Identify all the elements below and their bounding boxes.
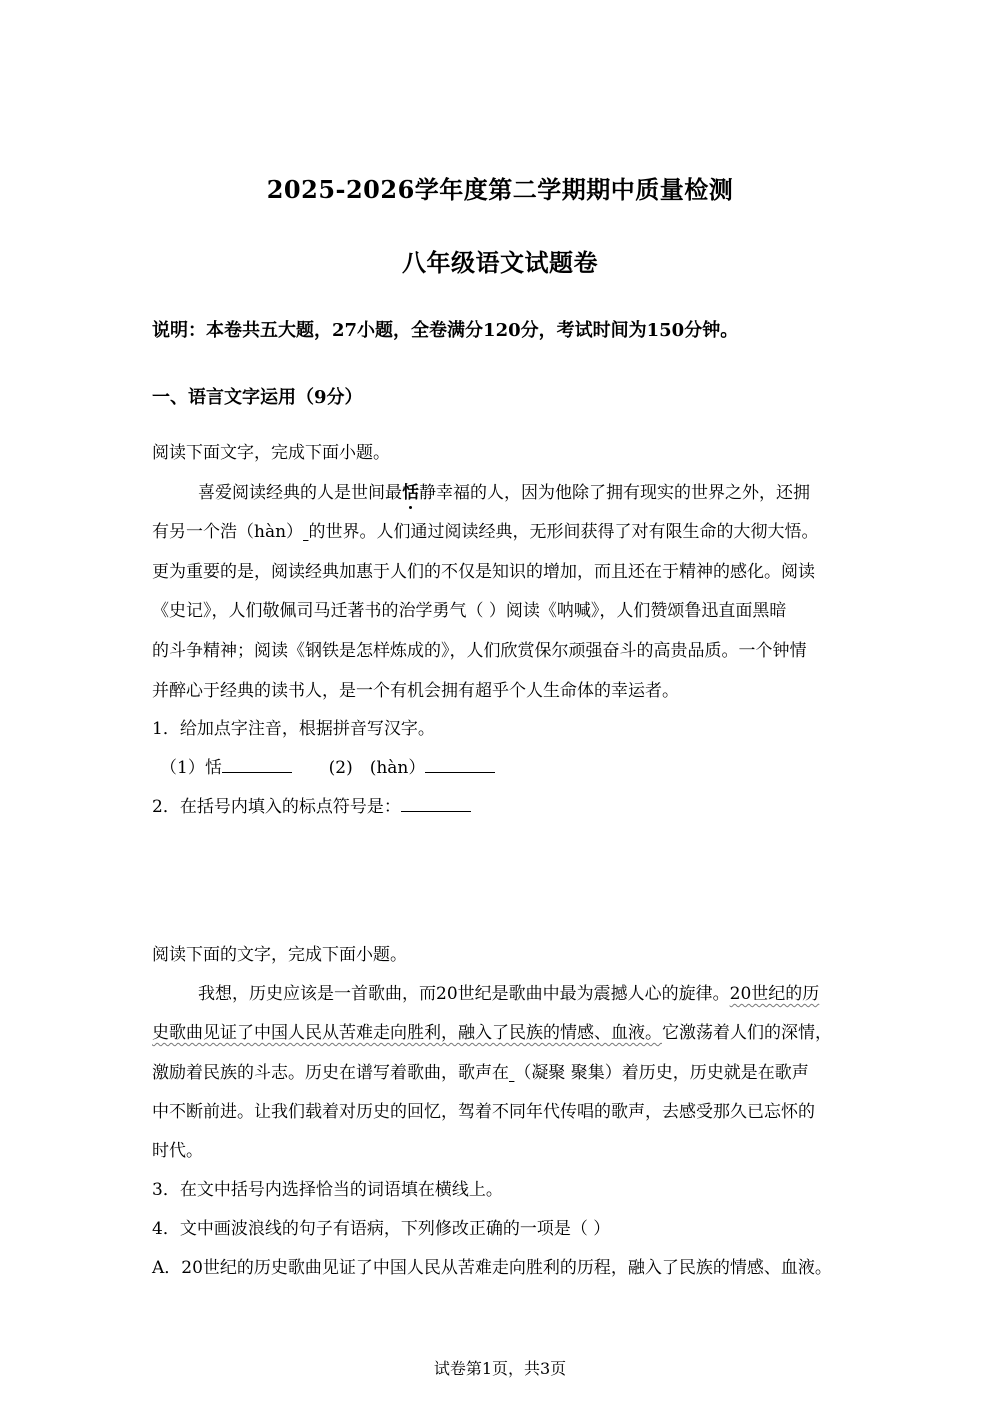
sub-question-label: （1）恬 <box>160 758 222 778</box>
passage-line: 中不断前进。让我们载着对历史的回忆，驾着不同年代传唱的歌声，去感受那久已忘怀的 <box>152 1102 815 1122</box>
text-span: 的世界。人们通过阅读经典，无形间获得了对有限生命的大彻大悟。 <box>308 522 819 542</box>
question-1: 1．给加点字注音，根据拼音写汉字。 <box>152 719 435 739</box>
text-span: 它激荡着人们的深情， <box>662 1023 832 1043</box>
page-footer: 试卷第1页，共3页 <box>433 1359 567 1378</box>
dotted-character: 恬 <box>402 483 419 503</box>
passage-line: 并醉心于经典的读书人，是一个有机会拥有超乎个人生命体的幸运者。 <box>152 681 679 701</box>
passage-line <box>152 979 898 1004</box>
passage-intro: 阅读下面文字，完成下面小题。 <box>152 443 390 463</box>
passage-line <box>152 1058 852 1083</box>
wavy-underlined-text: 史歌曲见证了中国人民从苦难走向胜利，融入了民族的情感、血液。 <box>152 1023 662 1043</box>
question-4: 4．文中画波浪线的句子有语病，下列修改正确的一项是（ ） <box>152 1219 611 1239</box>
text-span: 喜爱阅读经典的人是世间最 <box>198 483 402 503</box>
text-span: 激励着民族的斗志。历史在谱写着歌曲，歌声在 <box>152 1063 509 1083</box>
exam-instructions: 说明：本卷共五大题，27小题，全卷满分120分，考试时间为150分钟。 <box>152 320 739 341</box>
question-3: 3．在文中括号内选择恰当的词语填在横线上。 <box>152 1180 503 1200</box>
wavy-underlined-text: 20世纪的历 <box>729 984 820 1004</box>
answer-blank[interactable] <box>425 758 495 773</box>
section-heading: 一、语言文字运用（9分） <box>152 387 363 408</box>
passage-line: 更为重要的是，阅读经典加惠于人们的不仅是知识的增加，而且还在于精神的感化。阅读 <box>152 562 815 582</box>
sub-question-label: (2) (hàn） <box>328 758 426 778</box>
passage-intro: 阅读下面的文字，完成下面小题。 <box>152 945 407 965</box>
question-4-option-a[interactable]: A．20世纪的历史歌曲见证了中国人民从苦难走向胜利的历程，融入了民族的情感、血液。 <box>152 1258 832 1278</box>
question-2 <box>152 792 852 817</box>
question-text: 2．在括号内填入的标点符号是： <box>152 797 401 817</box>
exam-title: 2025-2026学年度第二学期期中质量检测 <box>266 175 734 204</box>
passage-line <box>152 1018 852 1043</box>
passage-line <box>152 517 852 542</box>
text-span: 我想，历史应该是一首歌曲，而20世纪是歌曲中最为震撼人心的旋律。 <box>198 984 730 1004</box>
question-1-subparts <box>160 753 860 778</box>
passage-line: 《史记》，人们敬佩司马迁著书的治学勇气（ ）阅读《呐喊》，人们赞颂鲁迅直面黑暗 <box>152 601 787 621</box>
exam-subtitle: 八年级语文试题卷 <box>402 248 598 277</box>
passage-line: 时代。 <box>152 1141 203 1161</box>
answer-blank[interactable] <box>222 758 292 773</box>
passage-line: 的斗争精神；阅读《钢铁是怎样炼成的》，人们欣赏保尔顽强奋斗的高贵品质。一个钟情 <box>152 641 807 661</box>
text-span: （凝聚 聚集）着历史，历史就是在歌声 <box>514 1063 809 1083</box>
text-span: 静幸福的人，因为他除了拥有现实的世界之外，还拥 <box>419 483 810 503</box>
answer-blank[interactable] <box>401 797 471 812</box>
passage-line <box>152 478 898 503</box>
text-span: 有另一个浩（hàn） <box>152 522 304 542</box>
